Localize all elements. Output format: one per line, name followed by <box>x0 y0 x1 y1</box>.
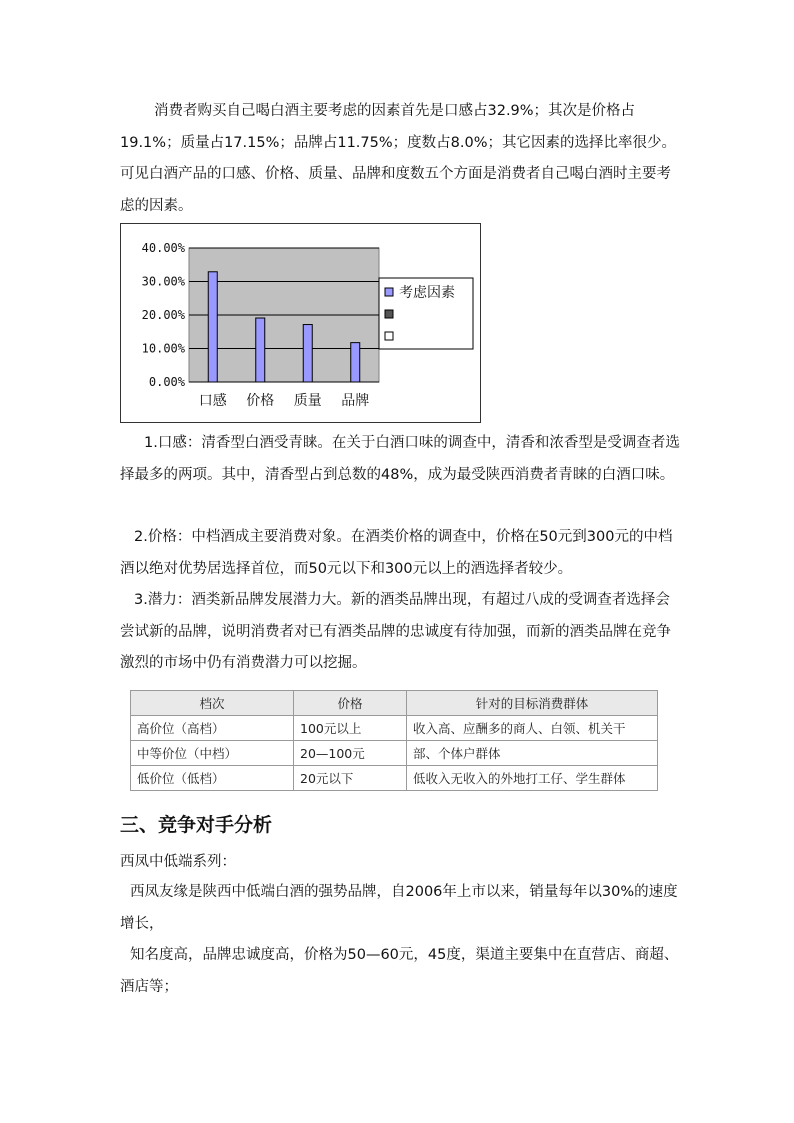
table-cell: 20—100元 <box>294 741 407 766</box>
table-row <box>131 741 658 766</box>
bar <box>351 343 360 382</box>
table-header-cell: 档次 <box>131 691 294 716</box>
taste-point-paragraph: 1.口感：清香型白酒受青睐。在关于白酒口味的调查中，清香和浓香型是受调查者选择最多的两项。其中，清香型占到总数的48%，成为最受陕西消费者青睐的白酒口味。 <box>120 435 680 483</box>
legend-swatch <box>385 288 393 296</box>
x-tick-label: 品牌 <box>341 393 370 409</box>
section-subheading: 西凤中低端系列： <box>120 854 236 870</box>
y-tick-label: 40.00% <box>141 241 185 255</box>
y-tick-label: 10.00% <box>141 341 185 356</box>
price-point-paragraph: 2.价格：中档酒成主要消费对象。在酒类价格的调查中，价格在50元到300元的中档酒以绝对优势居选择首位，而50元以下和300元以上的酒选择者较少。 <box>120 529 673 577</box>
bar <box>256 318 265 382</box>
legend-swatch <box>385 332 393 340</box>
bar <box>208 272 217 382</box>
table-row <box>131 716 658 741</box>
table-cell: 20元以下 <box>294 766 407 791</box>
bar <box>303 325 312 382</box>
price-segment-table <box>130 690 658 791</box>
table-header-row <box>131 691 658 716</box>
table-cell: 中等价位（中档） <box>131 741 294 766</box>
potential-point-paragraph: 3.潜力：酒类新品牌发展潜力大。新的酒类品牌出现，有超过八成的受调查者选择会尝试新的品牌，说明消费者对已有酒类品牌的忠诚度有待加强，而新的酒类品牌在竞争激烈的市场中仍有消费潜力可以挖掘。 <box>120 592 671 671</box>
x-tick-label: 价格 <box>246 393 275 409</box>
legend-label: 考虑因素 <box>399 285 455 301</box>
competitor-paragraph-1: 西凤友缘是陕西中低端白酒的强势品牌，自2006年上市以来，销量每年以30%的速度增长， <box>120 884 678 932</box>
competitor-paragraph-2: 知名度高，品牌忠诚度高，价格为50—60元，45度，渠道主要集中在直营店、商超、酒店等； <box>120 947 679 995</box>
table-cell: 部、个体户群体 <box>407 741 658 766</box>
table-cell: 低收入无收入的外地打工仔、学生群体 <box>407 766 658 791</box>
table-header-cell: 价格 <box>294 691 407 716</box>
table-cell: 低价位（低档） <box>131 766 294 791</box>
section-heading: 三、竞争对手分析 <box>120 814 273 836</box>
intro-paragraph: 消费者购买自己喝白酒主要考虑的因素首先是口感占32.9%；其次是价格占19.1%；质量占17.15%；品牌占11.75%；度数占8.0%；其它因素的选择比率很少。可见白酒产品的口感、价格、质量、品牌和度数五个方面是消费者自己喝白酒时主要考虑的因素。 <box>120 103 676 214</box>
table-row <box>131 766 658 791</box>
chart-svg <box>121 224 482 424</box>
legend-swatch <box>385 310 393 318</box>
y-tick-label: 0.00% <box>148 375 185 389</box>
table-cell: 100元以上 <box>294 716 407 741</box>
y-tick-label: 20.00% <box>141 308 185 322</box>
y-tick-label: 30.00% <box>141 274 185 289</box>
table-cell: 收入高、应酬多的商人、白领、机关干 <box>407 716 658 741</box>
x-tick-label: 质量 <box>293 393 322 409</box>
x-tick-label: 口感 <box>198 393 227 409</box>
consideration-factors-chart <box>120 223 481 423</box>
table-cell: 高价位（高档） <box>131 716 294 741</box>
table-header-cell: 针对的目标消费群体 <box>407 691 658 716</box>
